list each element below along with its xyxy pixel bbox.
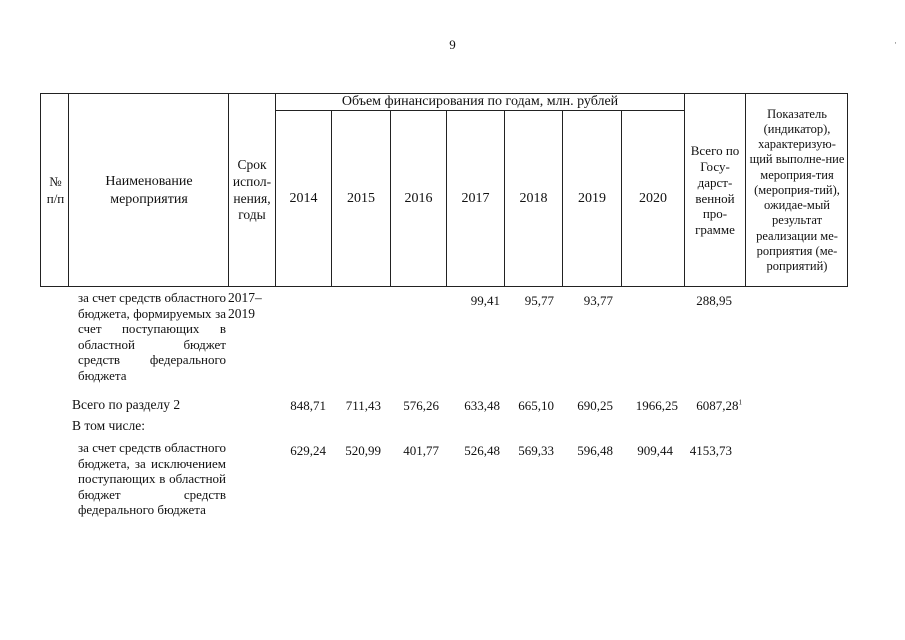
row-term: 2017–2019	[228, 290, 262, 322]
row-total-value: 6087,28	[696, 398, 739, 413]
col-name-header: Наименование мероприятия	[105, 174, 193, 207]
col-indicator-header: Показатель (индикатор), характеризую-щий выполне-ние мероприя-тия (мероприя-тий), ожидае-мый результат реализации ме-роприятия (ме-роприятий)	[749, 106, 845, 274]
row-value: 633,48	[464, 398, 500, 413]
row-value: 93,77	[583, 293, 613, 308]
year-header: 2016	[404, 191, 433, 207]
row-name: Всего по разделу 2	[72, 397, 181, 412]
year-header: 2015	[347, 191, 375, 207]
row-value: 665,10	[518, 398, 554, 413]
row-name: за счет средств областного бюджета, за исключением поступающих в областной бюджет средств федерального бюджета	[78, 440, 226, 518]
row-value: 401,77	[403, 443, 439, 458]
row-total: 4153,73	[689, 443, 732, 458]
year-header: 2014	[289, 191, 318, 207]
total-footnote-mark: 1	[738, 398, 742, 407]
row-name: В том числе:	[72, 418, 145, 433]
row-total	[664, 398, 742, 414]
col-num-header: № п/п	[46, 174, 65, 206]
year-header: 2017	[461, 191, 490, 207]
row-value: 1966,25	[635, 398, 678, 413]
row-value: 711,43	[345, 398, 381, 413]
row-value: 848,71	[290, 398, 326, 413]
year-header: 2018	[519, 191, 548, 207]
corner-mark: ·	[894, 38, 897, 48]
table-header	[40, 93, 848, 287]
col-total-header: Всего по Госу-дарст-венной про-грамме	[690, 142, 740, 238]
col-term-header: Срок испол-нения, годы	[232, 156, 272, 223]
col-funding-header: Объем финансирования по годам, млн. рублей	[341, 94, 619, 110]
row-value: 629,24	[290, 443, 326, 458]
row-value: 690,25	[577, 398, 613, 413]
page-number: 9	[449, 37, 456, 52]
row-value: 569,33	[518, 443, 554, 458]
row-value: 99,41	[470, 293, 500, 308]
row-value: 526,48	[464, 443, 500, 458]
row-value: 95,77	[524, 293, 554, 308]
row-value: 576,26	[403, 398, 439, 413]
row-name: за счет средств областного бюджета, формируемых за счет поступающих в областной бюджет средств федерального бюджета	[78, 290, 226, 383]
row-value: 596,48	[577, 443, 613, 458]
row-value: 520,99	[345, 443, 381, 458]
row-value: 909,44	[637, 443, 673, 458]
year-header: 2019	[578, 191, 606, 207]
year-header: 2020	[639, 191, 667, 207]
row-total: 288,95	[696, 293, 732, 308]
